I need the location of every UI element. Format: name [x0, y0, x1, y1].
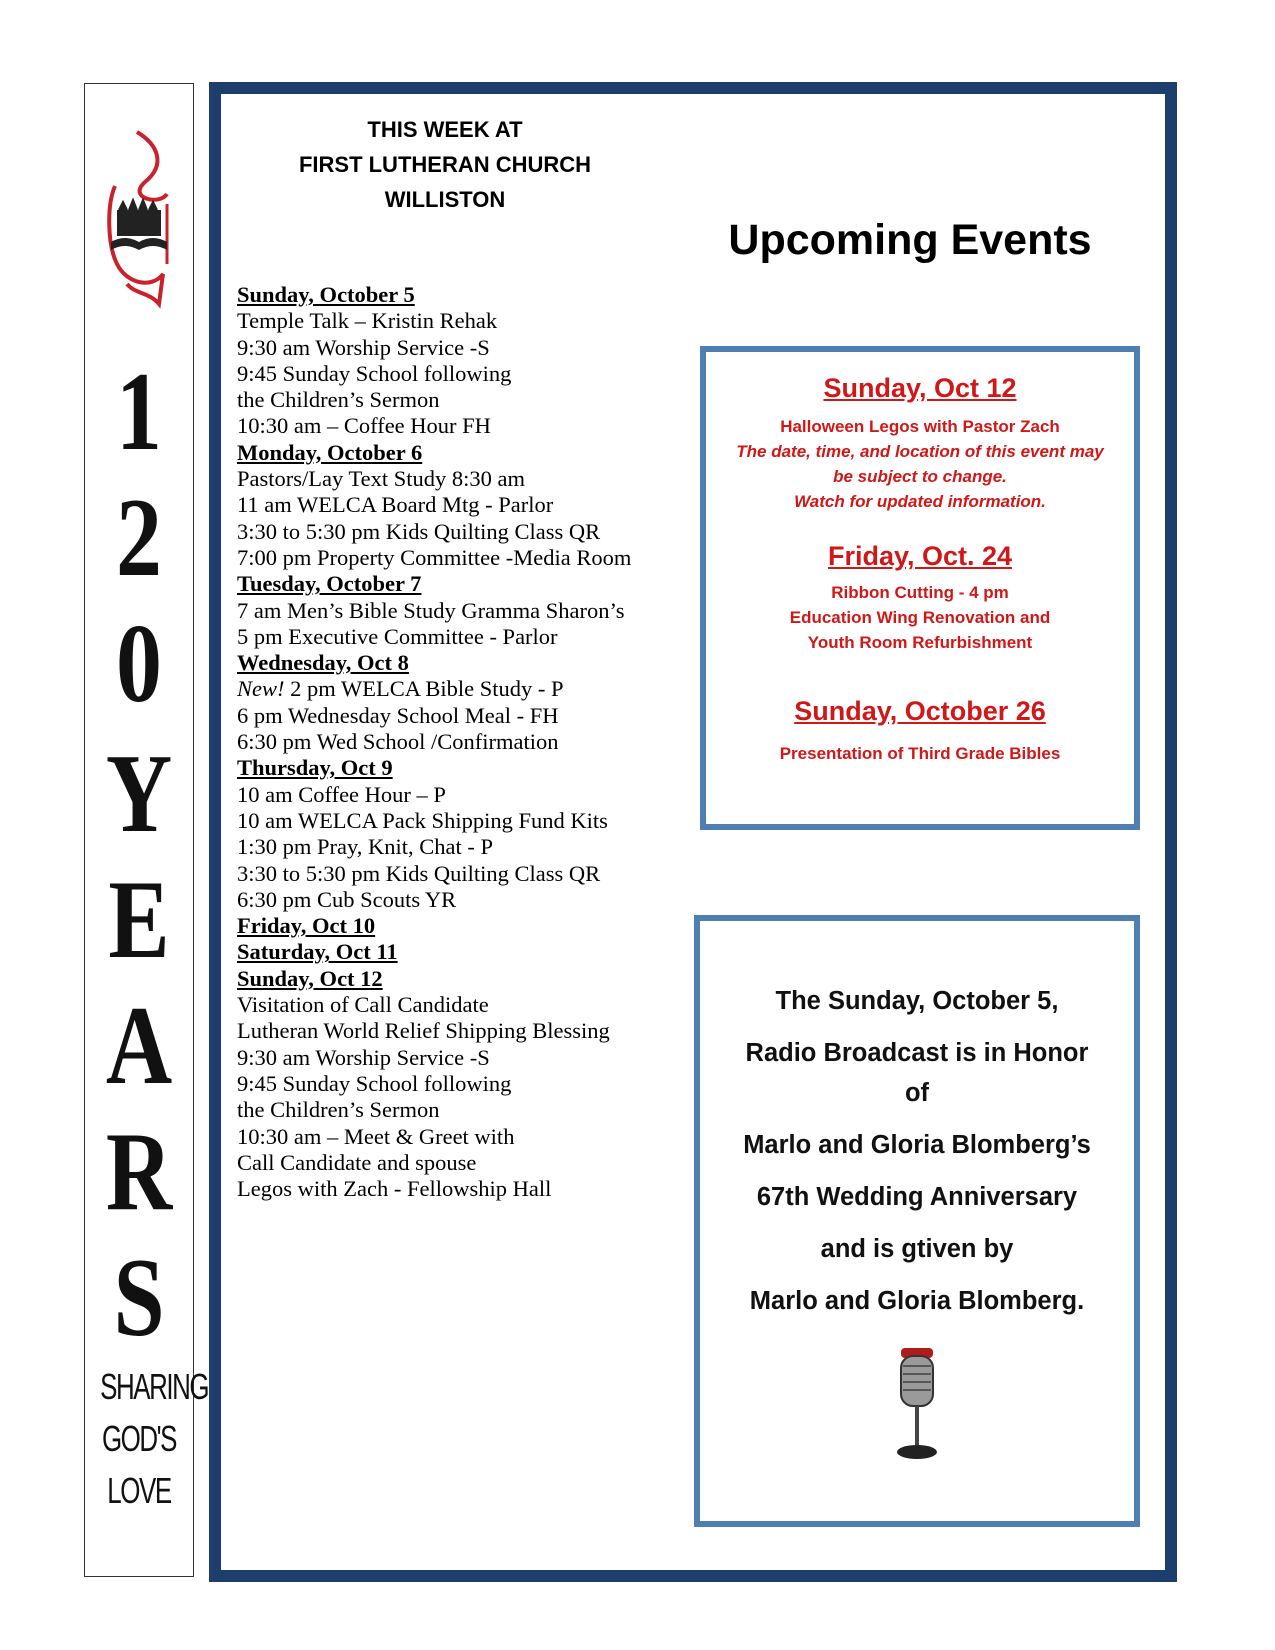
letter: S [113, 1236, 165, 1360]
schedule-item: 7 am Men’s Bible Study Gramma Sharon’s [237, 597, 625, 623]
event-sunday-oct-26 [706, 693, 1134, 766]
schedule-item: 6:30 pm Wed School /Confirmation [237, 729, 559, 755]
church-logo-icon [97, 124, 181, 314]
radio-line: 67th Wedding Anniversary [756, 1183, 1078, 1211]
upcoming-events-box [700, 346, 1140, 830]
letter: Y [105, 732, 173, 856]
letter: 0 [116, 602, 162, 726]
schedule-item: 6:30 pm Cub Scouts YR [237, 886, 457, 912]
schedule-item: the Children’s Sermon [237, 387, 440, 413]
anniversary-banner [84, 83, 209, 1577]
schedule-item: the Children’s Sermon [237, 1097, 440, 1123]
schedule-item: 10:30 am – Coffee Hour FH [237, 413, 491, 439]
event-detail: Ribbon Cutting - 4 pm [831, 583, 1009, 602]
title-line: THIS WEEK AT [367, 117, 523, 142]
weekly-schedule [237, 282, 687, 1202]
schedule-item: 11 am WELCA Board Mtg - Parlor [237, 492, 554, 518]
day-heading: Tuesday, October 7 [237, 571, 422, 597]
letter: 1 [116, 350, 162, 474]
letter: 2 [116, 476, 162, 600]
event-detail: Presentation of Third Grade Bibles [779, 744, 1061, 763]
event-title: Sunday, October 26 [794, 696, 1046, 726]
event-detail: Halloween Legos with Pastor Zach [780, 417, 1060, 436]
schedule-item: 10:30 am – Meet & Greet with [237, 1123, 515, 1149]
schedule-item-text: 2 pm WELCA Bible Study - P [284, 676, 564, 702]
event-detail: Youth Room Refurbishment [807, 633, 1033, 652]
day-heading: Monday, October 6 [237, 439, 423, 465]
letter: A [105, 984, 173, 1108]
schedule-item: Lutheran World Relief Shipping Blessing [237, 1018, 610, 1044]
event-detail: Education Wing Renovation and [789, 608, 1051, 627]
schedule-item: 10 am Coffee Hour – P [237, 781, 446, 807]
page-title [270, 112, 620, 217]
schedule-item: Pastors/Lay Text Study 8:30 am [237, 466, 525, 492]
radio-line: Radio Broadcast is in Honor [745, 1039, 1089, 1067]
day-heading: Friday, Oct 10 [237, 913, 376, 939]
title-line: WILLISTON [384, 187, 506, 212]
schedule-item: Legos with Zach - Fellowship Hall [237, 1176, 552, 1202]
event-title: Friday, Oct. 24 [827, 541, 1013, 571]
event-title: Sunday, Oct 12 [823, 373, 1017, 403]
title-line: FIRST LUTHERAN CHURCH [298, 152, 592, 177]
schedule-item: 6 pm Wednesday School Meal - FH [237, 702, 559, 728]
day-heading: Sunday, Oct 12 [237, 965, 383, 991]
event-note: The date, time, and location of this event may [736, 442, 1104, 461]
schedule-item: 3:30 to 5:30 pm Kids Quilting Class QR [237, 518, 601, 544]
day-heading: Thursday, Oct 9 [237, 755, 393, 781]
tagline-line: LOVE [107, 1470, 171, 1511]
microphone-icon [893, 1346, 941, 1462]
tagline-line: GOD'S [101, 1418, 177, 1459]
radio-broadcast-box [694, 915, 1140, 1527]
schedule-item: 9:30 am Worship Service -S [237, 1044, 490, 1070]
day-heading: Wednesday, Oct 8 [237, 650, 409, 676]
schedule-item: 10 am WELCA Pack Shipping Fund Kits [237, 807, 608, 833]
big-letters [85, 349, 193, 1361]
tagline [85, 1361, 209, 1517]
schedule-item: 7:00 pm Property Committee -Media Room [237, 544, 632, 570]
letter: E [108, 858, 170, 982]
day-heading: Saturday, Oct 11 [237, 939, 398, 965]
radio-line: Marlo and Gloria Blomberg. [749, 1287, 1085, 1315]
schedule-item: 5 pm Executive Committee - Parlor [237, 623, 558, 649]
day-heading: Sunday, October 5 [237, 282, 415, 307]
radio-line: Marlo and Gloria Blomberg’s [743, 1131, 1091, 1159]
radio-line: The Sunday, October 5, [775, 987, 1059, 1015]
letter: R [105, 1110, 173, 1234]
schedule-item: Temple Talk – Kristin Rehak [237, 308, 498, 334]
schedule-item [237, 676, 687, 702]
event-sunday-oct-12 [706, 370, 1134, 514]
schedule-item: Call Candidate and spouse [237, 1149, 477, 1175]
event-note: be subject to change. [833, 467, 1007, 486]
radio-broadcast-text [700, 981, 1134, 1321]
schedule-item: 9:45 Sunday School following [237, 1070, 512, 1096]
radio-line: of [904, 1079, 930, 1107]
new-label: New! [237, 676, 285, 702]
schedule-item: 9:45 Sunday School following [237, 360, 512, 386]
event-friday-oct-24 [706, 538, 1134, 655]
event-note: Watch for updated information. [794, 492, 1046, 511]
schedule-item: 3:30 to 5:30 pm Kids Quilting Class QR [237, 860, 601, 886]
schedule-item: 9:30 am Worship Service -S [237, 334, 490, 360]
upcoming-events-title: Upcoming Events [728, 216, 1092, 264]
tagline-line: SHARING [100, 1366, 209, 1407]
schedule-item: 1:30 pm Pray, Knit, Chat - P [237, 834, 494, 860]
radio-line: and is gtiven by [820, 1235, 1014, 1263]
schedule-item: Visitation of Call Candidate [237, 992, 489, 1018]
